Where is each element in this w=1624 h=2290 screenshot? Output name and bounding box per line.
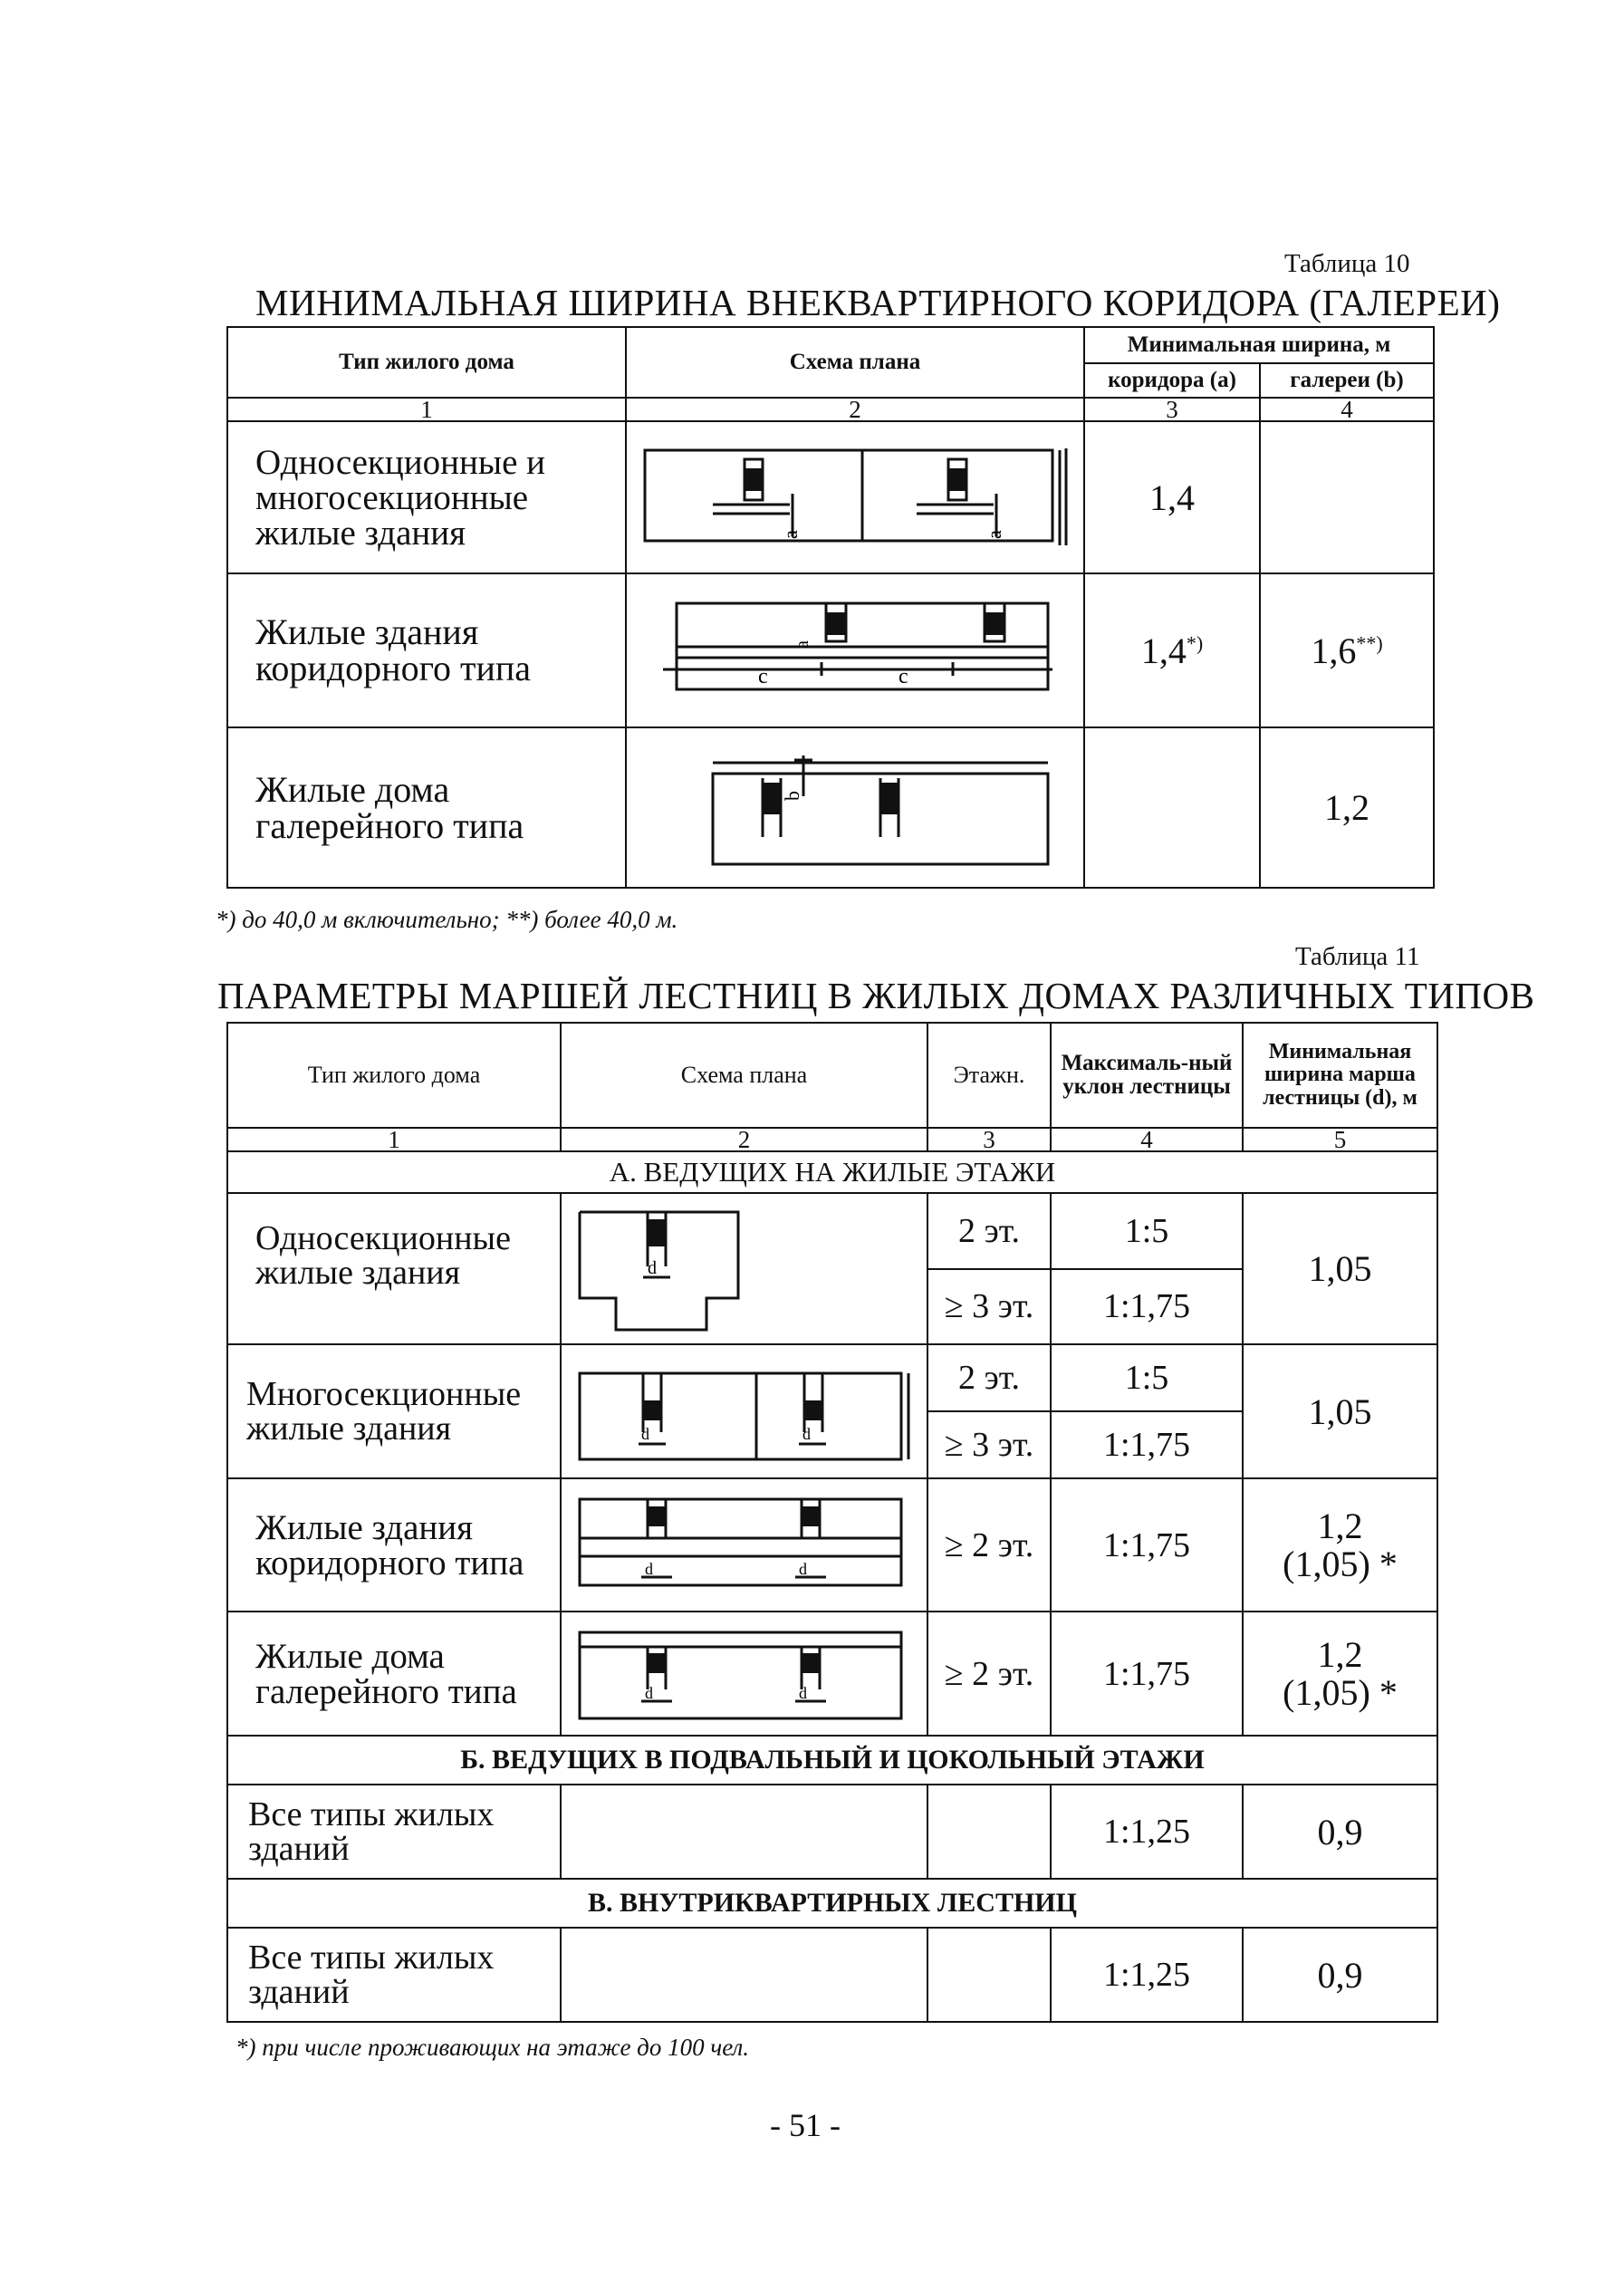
row-type: Жилые здания коридорного типа xyxy=(227,573,626,727)
floors-value: ≥ 3 эт. xyxy=(927,1411,1051,1478)
col-number: 3 xyxy=(927,1128,1051,1151)
slope-value: 1:1,75 xyxy=(1051,1478,1243,1612)
floors-value: ≥ 2 эт. xyxy=(927,1478,1051,1612)
floors-empty xyxy=(927,1928,1051,2022)
table-row xyxy=(227,1785,1437,1879)
gallery-width xyxy=(1260,421,1434,573)
plan-diagram xyxy=(562,1612,924,1730)
gallery-width: 1,2 xyxy=(1260,727,1434,888)
header-gallery: галереи (b) xyxy=(1260,363,1434,398)
table-row xyxy=(227,1193,1437,1269)
row-type: Все типы жилых зданий xyxy=(227,1785,561,1879)
row-type: Все типы жилых зданий xyxy=(227,1928,561,2022)
label-d: d xyxy=(645,1560,653,1578)
label-d: d xyxy=(641,1424,649,1443)
width-value: 0,9 xyxy=(1243,1928,1437,2022)
plan-scheme-sectional xyxy=(626,421,1084,573)
table-row xyxy=(227,421,1434,573)
header-scheme: Схема плана xyxy=(561,1023,927,1128)
table11-title: ПАРАМЕТРЫ МАРШЕЙ ЛЕСТНИЦ В ЖИЛЫХ ДОМАХ РАЗЛИЧНЫХ ТИПОВ xyxy=(217,975,1535,1016)
section-a-title: А. ВЕДУЩИХ НА ЖИЛЫЕ ЭТАЖИ xyxy=(227,1151,1437,1193)
plan-diagram xyxy=(562,1346,924,1473)
table-row xyxy=(227,1928,1437,2022)
slope-value: 1:1,75 xyxy=(1051,1269,1243,1345)
table10-footnote: *) до 40,0 м включительно; **) более 40,0 м. xyxy=(216,906,678,933)
row-type: Жилые дома галерейного типа xyxy=(227,1612,561,1736)
table-row xyxy=(227,727,1434,888)
slope-value: 1:5 xyxy=(1051,1193,1243,1269)
plan-scheme-multi xyxy=(561,1344,927,1478)
col-number: 1 xyxy=(227,398,626,421)
gallery-width: 1,6**) xyxy=(1260,573,1434,727)
slope-value: 1:1,25 xyxy=(1051,1785,1243,1879)
plan-diagram xyxy=(562,1194,924,1339)
floors-empty xyxy=(927,1785,1051,1879)
row-type: Односекционные и многосекционные жилые здания xyxy=(227,421,626,573)
width-value: 1,05 xyxy=(1243,1193,1437,1344)
table10-title: МИНИМАЛЬНАЯ ШИРИНА ВНЕКВАРТИРНОГО КОРИДОРА (ГАЛЕРЕИ) xyxy=(255,282,1501,323)
page-number: - 51 - xyxy=(770,2107,841,2143)
floors-value: ≥ 2 эт. xyxy=(927,1612,1051,1736)
table10 xyxy=(226,326,1435,889)
plan-diagram xyxy=(627,728,1080,882)
plan-scheme-corridor xyxy=(626,573,1084,727)
header-min-width: Минимальная ширина, м xyxy=(1084,327,1434,363)
row-type: Жилые здания коридорного типа xyxy=(227,1478,561,1612)
row-type: Односекционные жилые здания xyxy=(227,1193,561,1344)
plan-scheme-corridor xyxy=(561,1478,927,1612)
header-scheme: Схема плана xyxy=(626,327,1084,398)
table11-caption: Таблица 11 xyxy=(1295,942,1420,971)
col-number: 4 xyxy=(1260,398,1434,421)
slope-value: 1:1,75 xyxy=(1051,1612,1243,1736)
slope-value: 1:1,75 xyxy=(1051,1411,1243,1478)
corridor-width xyxy=(1084,727,1260,888)
floors-value: 2 эт. xyxy=(927,1344,1051,1411)
col-number: 4 xyxy=(1051,1128,1243,1151)
corridor-width: 1,4*) xyxy=(1084,573,1260,727)
col-number: 1 xyxy=(227,1128,561,1151)
label-a: a xyxy=(983,529,1005,539)
header-type: Тип жилого дома xyxy=(227,1023,561,1128)
table-row xyxy=(227,1612,1437,1736)
header-slope: Максималь-ный уклон лестницы xyxy=(1051,1023,1243,1128)
label-d: d xyxy=(648,1258,657,1278)
plan-scheme-single xyxy=(561,1193,927,1344)
section-b-title: Б. ВЕДУЩИХ В ПОДВАЛЬНЫЙ И ЦОКОЛЬНЫЙ ЭТАЖИ xyxy=(227,1736,1437,1785)
header-width: Минимальная ширина марша лестницы (d), м xyxy=(1243,1023,1437,1128)
header-floors: Этажн. xyxy=(927,1023,1051,1128)
slope-value: 1:5 xyxy=(1051,1344,1243,1411)
width-value: 1,2 (1,05) * xyxy=(1243,1612,1437,1736)
plan-diagram xyxy=(627,576,1080,721)
header-corridor: коридора (a) xyxy=(1084,363,1260,398)
plan-diagram xyxy=(562,1479,924,1606)
section-c-title: В. ВНУТРИКВАРТИРНЫХ ЛЕСТНИЦ xyxy=(227,1879,1437,1928)
table11 xyxy=(226,1022,1438,2023)
label-b: b xyxy=(781,791,803,801)
table-row xyxy=(227,1344,1437,1411)
header-type: Тип жилого дома xyxy=(227,327,626,398)
floors-value: 2 эт. xyxy=(927,1193,1051,1269)
table-row xyxy=(227,573,1434,727)
label-a: a xyxy=(779,529,802,539)
corridor-width: 1,4 xyxy=(1084,421,1260,573)
table11-footnote: *) при числе проживающих на этаже до 100 чел. xyxy=(235,2034,750,2061)
table-row xyxy=(227,1478,1437,1612)
table10-caption: Таблица 10 xyxy=(1284,249,1410,278)
plan-scheme-gallery xyxy=(626,727,1084,888)
label-d: d xyxy=(645,1684,653,1702)
plan-scheme-empty xyxy=(561,1928,927,2022)
width-value: 1,05 xyxy=(1243,1344,1437,1478)
label-d: d xyxy=(799,1684,807,1702)
slope-value: 1:1,25 xyxy=(1051,1928,1243,2022)
col-number: 2 xyxy=(561,1128,927,1151)
label-d: d xyxy=(799,1560,807,1578)
col-number: 3 xyxy=(1084,398,1260,421)
label-a: a xyxy=(793,640,812,649)
plan-scheme-gallery xyxy=(561,1612,927,1736)
width-value: 1,2 (1,05) * xyxy=(1243,1478,1437,1612)
plan-diagram xyxy=(627,423,1080,568)
width-value: 0,9 xyxy=(1243,1785,1437,1879)
col-number: 2 xyxy=(626,398,1084,421)
row-type: Многосекционные жилые здания xyxy=(227,1344,561,1478)
col-number: 5 xyxy=(1243,1128,1437,1151)
plan-scheme-empty xyxy=(561,1785,927,1879)
row-type: Жилые дома галерейного типа xyxy=(227,727,626,888)
label-d: d xyxy=(802,1424,811,1443)
label-c: c xyxy=(758,664,768,688)
floors-value: ≥ 3 эт. xyxy=(927,1269,1051,1345)
label-c: c xyxy=(898,664,908,688)
